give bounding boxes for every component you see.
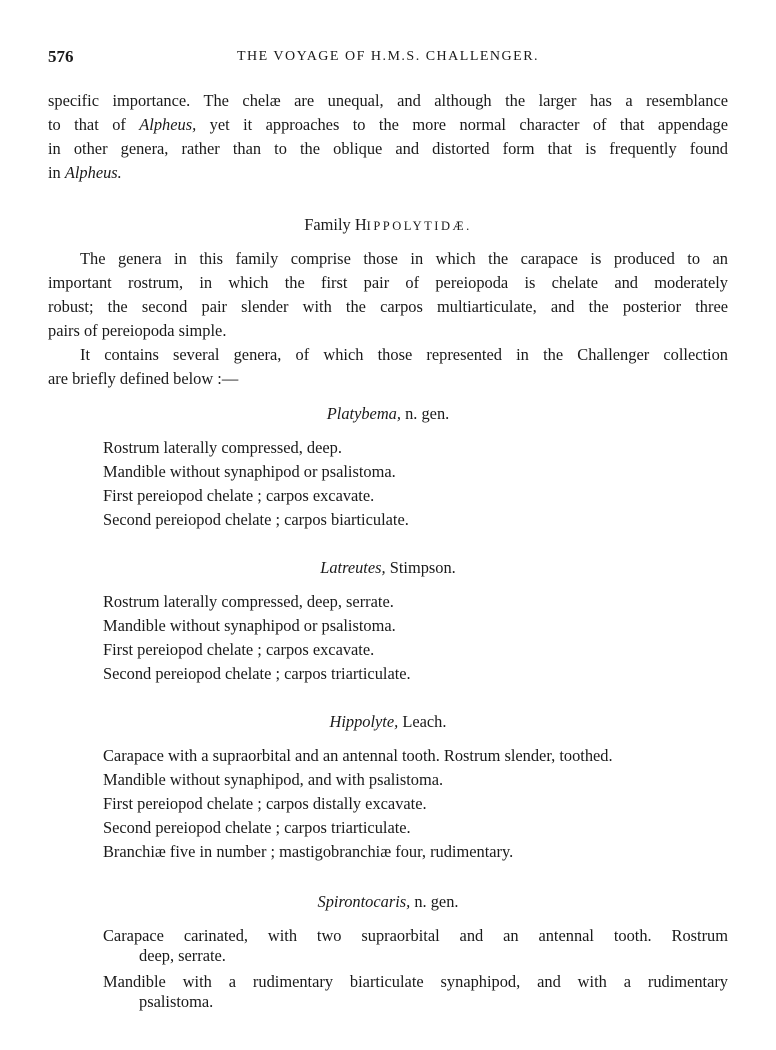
- intro-line-4: in Alpheus.: [48, 163, 122, 182]
- page-number: 576: [48, 47, 74, 66]
- hippolyte-line-4: Second pereiopod chelate ; carpos triarticulate.: [103, 818, 411, 837]
- genus-heading-hippolyte: Hippolyte, Leach.: [329, 712, 447, 731]
- spirontocaris-line-1: Carapace carinated, with two supraorbital and an antennal tooth. Rostrum: [103, 926, 728, 945]
- latreutes-line-2: Mandible without synaphipod or psalistoma.: [103, 616, 396, 635]
- spirontocaris-line-4: psalistoma.: [139, 992, 214, 1011]
- running-header: [48, 47, 728, 71]
- hippolyte-line-2: Mandible without synaphipod, and with psalistoma.: [103, 770, 444, 789]
- family-paragraph-line-4: pairs of pereiopoda simple.: [48, 321, 227, 340]
- intro-line-2: to that of Alpheus, yet it approaches to the more normal character of that appendage: [48, 115, 728, 134]
- genera-paragraph-line-1: It contains several genera, of which those represented in the Challenger collection: [80, 345, 728, 364]
- genus-heading-spirontocaris: Spirontocaris, n. gen.: [317, 892, 459, 911]
- hippolyte-line-1: Carapace with a supraorbital and an antennal tooth. Rostrum slender, toothed.: [103, 746, 613, 765]
- hippolyte-line-5: Branchiæ five in number ; mastigobranchiæ four, rudimentary.: [103, 842, 514, 861]
- family-paragraph-line-1: The genera in this family comprise those in which the carapace is produced to an: [80, 249, 728, 268]
- spirontocaris-line-3: Mandible with a rudimentary biarticulate synaphipod, and with a rudimentary: [103, 972, 728, 991]
- hippolyte-line-3: First pereiopod chelate ; carpos distally excavate.: [103, 794, 427, 813]
- latreutes-line-1: Rostrum laterally compressed, deep, serrate.: [103, 592, 394, 611]
- family-paragraph-line-3: robust; the second pair slender with the carpos multiarticulate, and the posterior three: [48, 297, 728, 316]
- spirontocaris-line-2: deep, serrate.: [139, 946, 226, 965]
- page: [48, 0, 728, 1050]
- latreutes-line-4: Second pereiopod chelate ; carpos triarticulate.: [103, 664, 411, 683]
- platybema-line-4: Second pereiopod chelate ; carpos biarticulate.: [103, 510, 409, 529]
- platybema-line-2: Mandible without synaphipod or psalistoma.: [103, 462, 396, 481]
- latreutes-line-3: First pereiopod chelate ; carpos excavate.: [103, 640, 375, 659]
- running-title: THE VOYAGE OF H.M.S. CHALLENGER.: [236, 49, 540, 64]
- intro-line-3: in other genera, rather than to the oblique and distorted form that is frequently found: [48, 139, 728, 158]
- genus-heading-platybema: Platybema, n. gen.: [326, 404, 450, 423]
- family-heading: Family HIPPOLYTIDÆ.: [304, 215, 472, 234]
- platybema-line-3: First pereiopod chelate ; carpos excavate.: [103, 486, 375, 505]
- genus-heading-latreutes: Latreutes, Stimpson.: [320, 558, 456, 577]
- genera-paragraph-line-2: are briefly defined below :—: [48, 369, 239, 388]
- intro-line-1: specific importance. The chelæ are unequal, and although the larger has a resemblance: [48, 91, 728, 110]
- family-paragraph-line-2: important rostrum, in which the first pair of pereiopoda is chelate and moderately: [48, 273, 728, 292]
- platybema-line-1: Rostrum laterally compressed, deep.: [103, 438, 342, 457]
